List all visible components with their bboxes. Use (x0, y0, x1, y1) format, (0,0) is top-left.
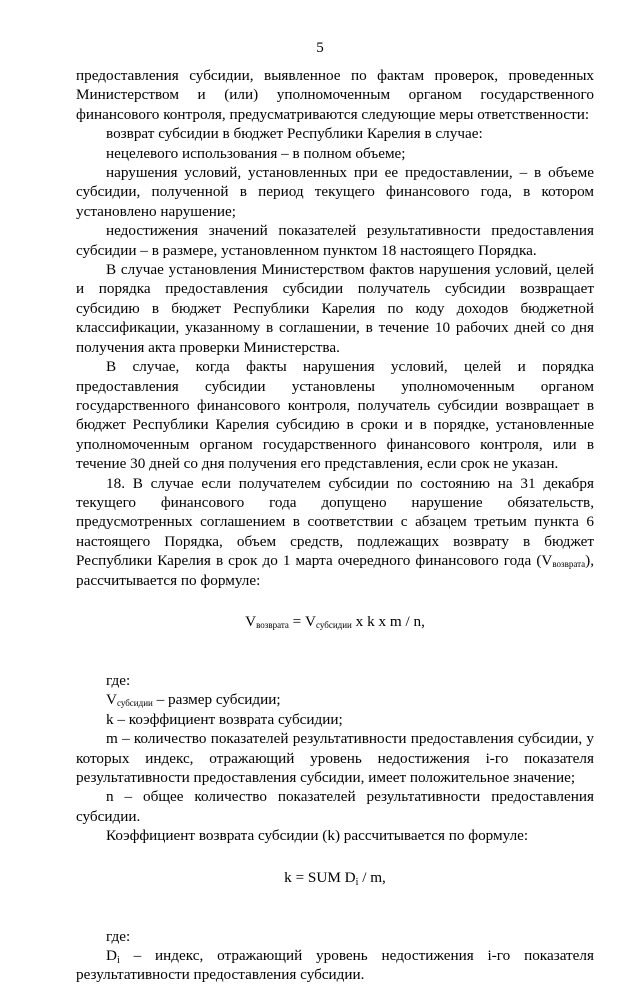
paragraph-18 (76, 474, 594, 590)
paragraph: нецелевого использования – в полном объеме; (106, 144, 406, 162)
formula-coefficient (76, 868, 594, 887)
paragraph: нарушения условий, установленных при ее предоставлении, – в объеме субсидии, полученной в период текущего финансового года, в котором установлено нарушение; (76, 164, 594, 220)
where-section-1 (76, 671, 594, 846)
definition-n: n – общее количество показателей результативности предоставления субсидии. (76, 788, 594, 825)
paragraph: недостижения значений показателей результативности предоставления субсидии – в размере, установленном пунктом 18 настоящего Порядка. (76, 222, 594, 259)
formula-return-volume (76, 612, 594, 631)
definition-v (76, 690, 594, 709)
where-label: где: (106, 927, 131, 945)
subscript: возврата (552, 559, 586, 570)
formula-symbol: k = SUM D (284, 868, 356, 886)
definition-text: – индекс, отражающий уровень недостижения i-го показателя результативности предоставления субсидии. (76, 947, 594, 984)
definition-k: k – коэффициент возврата субсидии; (106, 710, 343, 728)
formula-symbol: x k x m / n, (351, 612, 425, 630)
definition-d (76, 946, 594, 985)
definition-text: – размер субсидии; (152, 691, 281, 709)
document-body (76, 66, 594, 985)
formula-symbol: V (245, 612, 257, 630)
subscript: i (116, 955, 120, 967)
formula-symbol: V (106, 691, 117, 709)
paragraph-18-tail: ), рассчитывается по формуле: (76, 552, 594, 589)
subscript: субсидии (316, 619, 352, 630)
coefficient-intro: Коэффициент возврата субсидии (k) рассчитывается по формуле: (106, 827, 529, 845)
where-section-2 (76, 927, 594, 985)
formula-symbol: = V (288, 612, 317, 630)
paragraph: предоставления субсидии, выявленное по фактам проверок, проведенных Министерством и (или) уполномоченным органом государственного финансового контроля, предусматриваются следующие меры ответственности: (76, 67, 594, 123)
responsibility-section (76, 66, 594, 474)
formula-symbol: / m, (358, 868, 386, 886)
subscript: i (355, 876, 359, 888)
paragraph: В случае, когда факты нарушения условий, целей и порядка предоставления субсидии установлены уполномоченным органом государственного финансового контроля, получатель субсидии возвращает в бюджет Республики Карелия субсидию в сроки и в порядке, установленные уполномоченным органом государственного финансового контроля, или в течение 30 дней со дня получения его представления, если срок не указан. (76, 358, 594, 473)
subscript: возврата (256, 619, 289, 630)
page-number: 5 (316, 40, 324, 56)
paragraph: В случае установления Министерством фактов нарушения условий, целей и порядка предоставления субсидии получатель субсидии возвращает субсидию в бюджет Республики Карелия по коду доходов бюджетной классификации, указанному в соглашении, в течение 10 рабочих дней со дня получения акта проверки Министерства. (76, 261, 594, 356)
paragraph-18-text: 18. В случае если получателем субсидии по состоянию на 31 декабря текущего финансового года допущено нарушение обязательств, предусмотренных соглашением в соответствии с абзацем третьим пункта 6 настоящего Порядка, объем средств, подлежащих возврату в бюджет Республики Карелия в срок до 1 марта очередного финансового года (V (76, 474, 594, 570)
paragraph: возврат субсидии в бюджет Республики Карелия в случае: (106, 125, 483, 143)
where-label: где: (106, 671, 131, 689)
definition-m: m – количество показателей результативности предоставления субсидии, у которых индекс, отражающий уровень недостижения i-го показателя результативности предоставления субсидии, имеет положительное значение; (76, 730, 594, 786)
subscript: субсидии (116, 698, 153, 709)
formula-symbol: D (106, 947, 117, 965)
